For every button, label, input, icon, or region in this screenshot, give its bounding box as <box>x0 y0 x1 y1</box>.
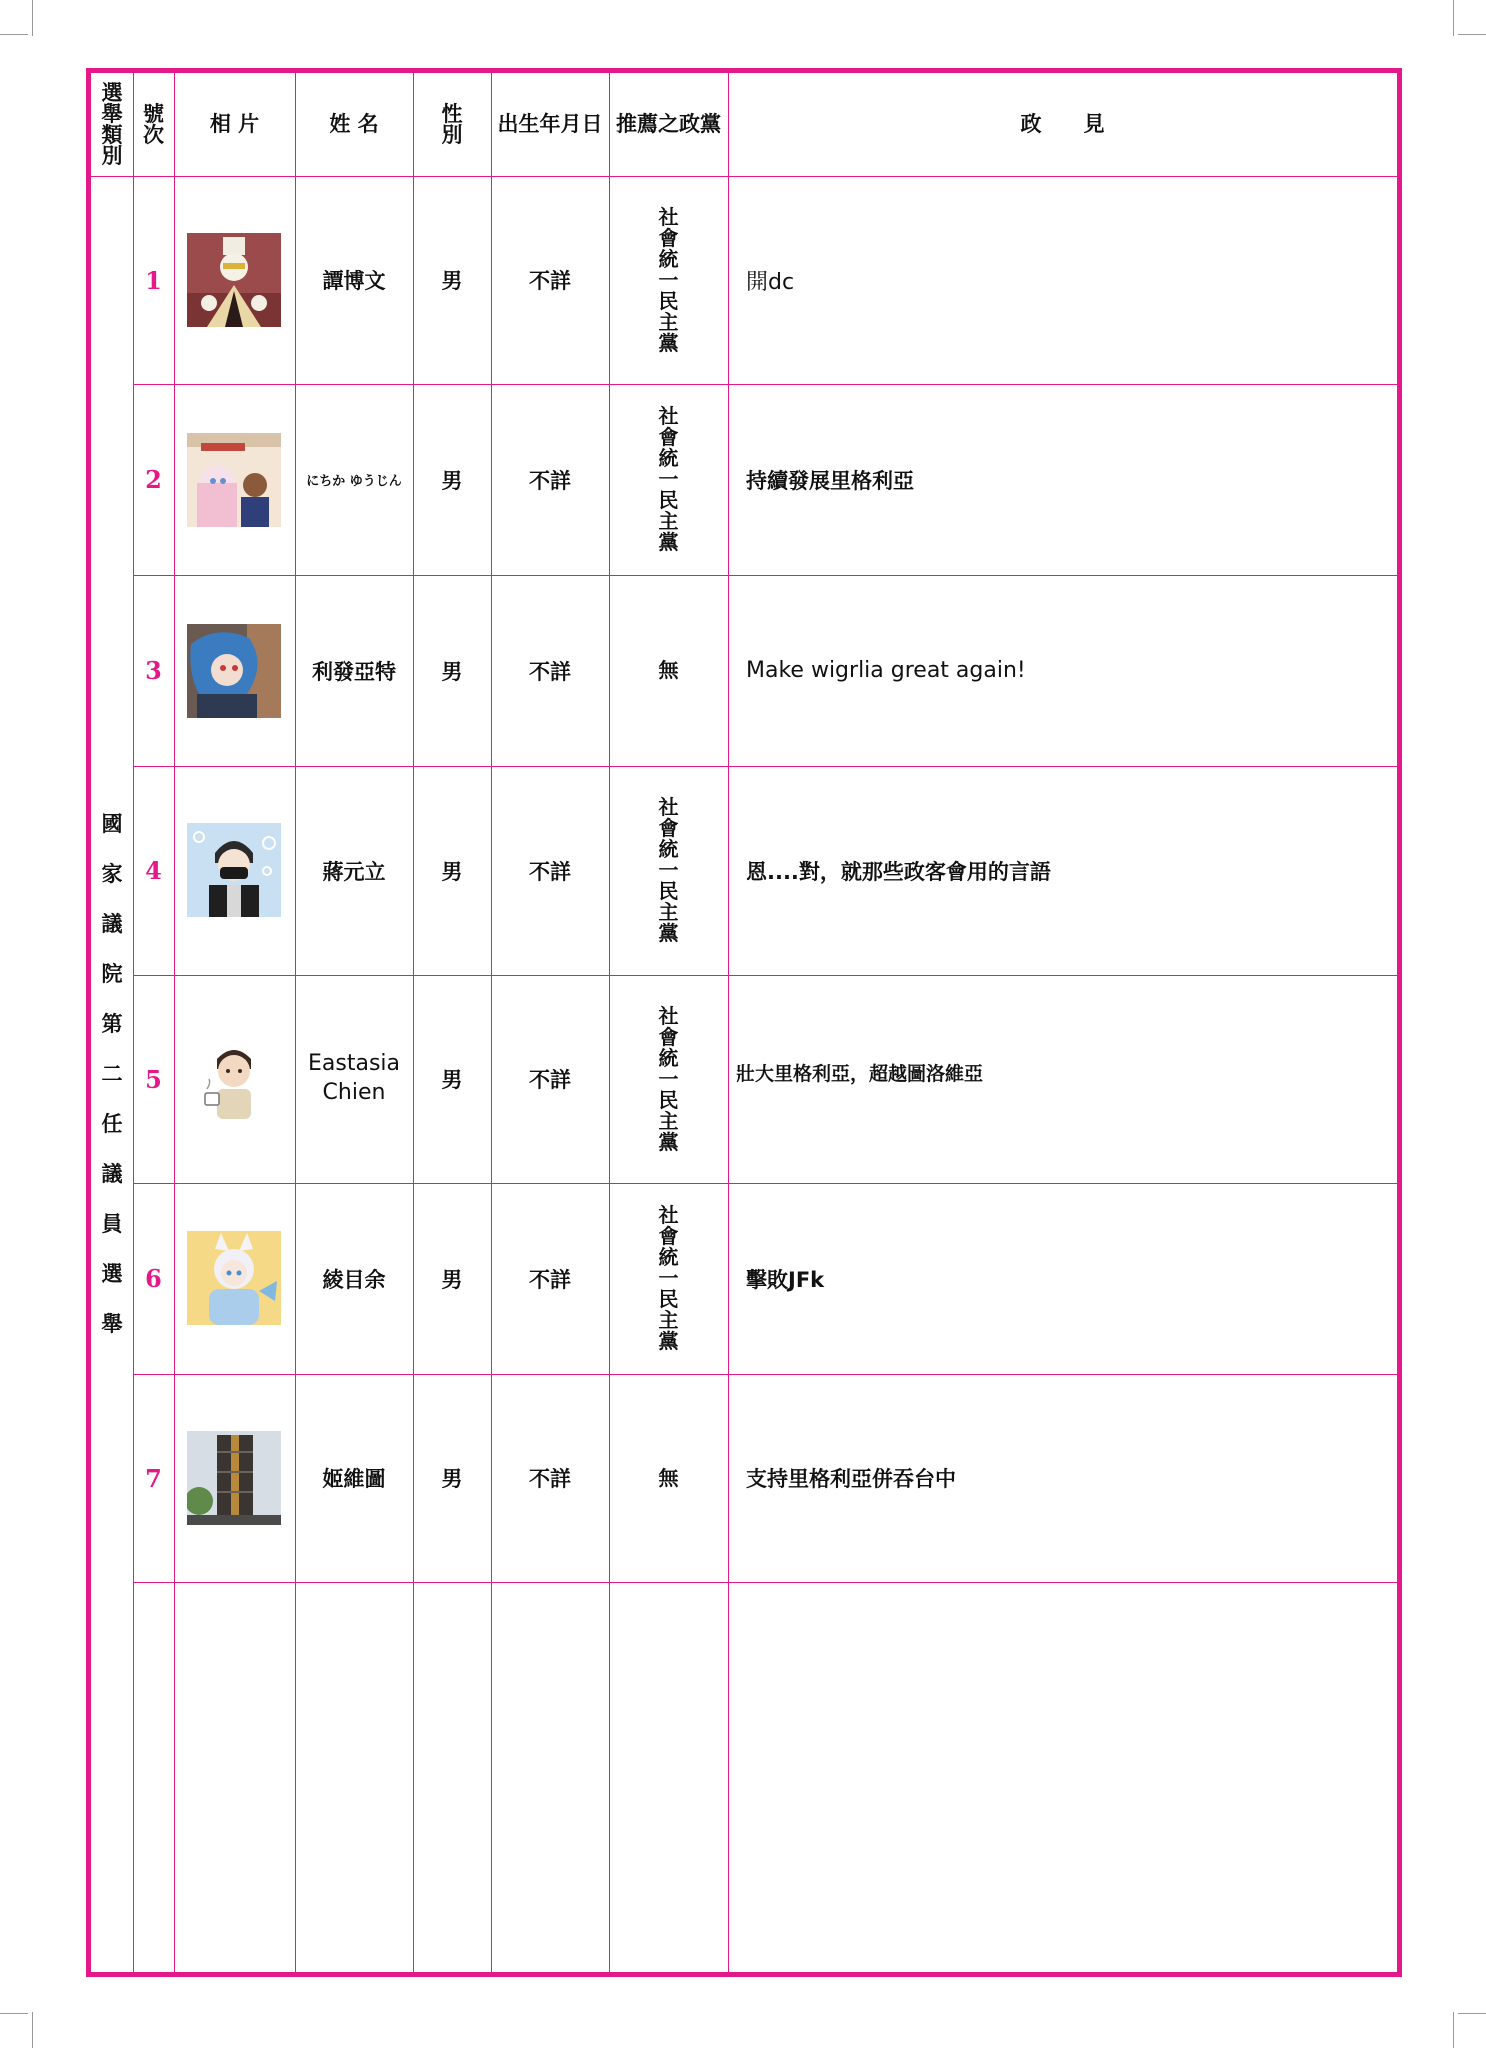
header-platform: 政 見 <box>1020 112 1105 136</box>
skyscraper-photo-icon <box>187 1431 281 1525</box>
military-officer-avatar-icon <box>187 233 281 327</box>
candidate-platform: 持續發展里格利亞 <box>746 468 914 493</box>
crop-mark <box>0 2013 28 2014</box>
candidate-platform: 恩....對，就那些政客會用的言語 <box>746 859 1051 884</box>
boy-with-coffee-avatar-icon <box>187 1031 281 1125</box>
candidate-birth: 不詳 <box>529 1267 571 1292</box>
candidate-party: 社 會 統 一 民 主 黨 <box>658 795 679 945</box>
white-hair-catgirl-avatar-icon <box>187 1231 281 1325</box>
candidate-party: 社 會 統 一 民 主 黨 <box>658 1203 679 1353</box>
candidate-platform: 開dc <box>746 269 795 295</box>
candidate-name: 綾目余 <box>322 1267 386 1292</box>
election-title: 國 家 議 院 第 二 任 議 員 選 舉 <box>101 812 123 1336</box>
candidate-number: 1 <box>145 265 162 295</box>
candidate-platform: 壯大里格利亞，超越圖洛維亞 <box>736 1062 984 1085</box>
column-rule <box>174 73 175 1972</box>
crop-mark <box>1453 2012 1454 2048</box>
crop-mark <box>1453 0 1454 36</box>
candidate-birth: 不詳 <box>529 1068 571 1092</box>
candidate-number: 6 <box>145 1264 162 1293</box>
anime-girl-with-man-avatar-icon <box>187 433 281 527</box>
candidate-number: 7 <box>145 1463 162 1493</box>
header-photo: 相 片 <box>209 112 260 136</box>
crop-mark <box>32 2012 33 2048</box>
candidate-birth: 不詳 <box>529 468 571 493</box>
masked-boy-avatar-icon <box>187 823 281 917</box>
header-party: 推薦之政黨 <box>616 112 721 136</box>
candidate-party: 社 會 統 一 民 主 黨 <box>658 404 679 554</box>
candidate-name: 姬維圖 <box>322 1467 386 1491</box>
candidate-number: 5 <box>145 1064 162 1094</box>
candidate-gender: 男 <box>441 468 463 493</box>
header-category: 選 舉 類 別 <box>101 80 123 168</box>
crop-mark <box>0 34 28 35</box>
candidate-number: 2 <box>145 465 162 494</box>
header-name: 姓 名 <box>329 112 379 136</box>
candidate-gender: 男 <box>441 659 463 684</box>
crop-mark <box>1458 2013 1486 2014</box>
candidate-gender: 男 <box>441 269 463 293</box>
candidate-name: Eastasia Chien <box>308 1051 401 1105</box>
header-birth: 出生年月日 <box>497 112 603 136</box>
candidate-party: 社 會 統 一 民 主 黨 <box>658 204 679 355</box>
candidate-gender: 男 <box>441 1267 463 1292</box>
candidate-number: 3 <box>145 656 162 685</box>
candidate-birth: 不詳 <box>529 659 571 684</box>
blue-hair-anime-avatar-icon <box>187 624 281 718</box>
crop-mark <box>1458 34 1486 35</box>
candidate-gender: 男 <box>441 1068 463 1092</box>
candidate-gender: 男 <box>441 1467 463 1491</box>
candidate-platform: Make wigrlia great again! <box>746 658 1026 683</box>
candidate-name: 利發亞特 <box>312 659 396 684</box>
candidate-number: 4 <box>145 856 162 885</box>
header-number: 號 次 <box>143 101 164 147</box>
candidate-birth: 不詳 <box>529 1467 571 1491</box>
candidate-table <box>86 68 1402 1977</box>
header-gender: 性 別 <box>441 101 463 147</box>
candidate-platform: 支持里格利亞併吞台中 <box>746 1467 956 1491</box>
crop-mark <box>32 0 33 36</box>
candidate-name: 蔣元立 <box>322 859 386 884</box>
candidate-birth: 不詳 <box>529 269 571 293</box>
candidate-party: 社 會 統 一 民 主 黨 <box>658 1003 679 1154</box>
candidate-platform: 擊敗JFk <box>746 1267 825 1292</box>
candidate-name: にちか ゆうじん <box>306 474 402 489</box>
candidate-party: 無 <box>658 658 679 682</box>
candidate-gender: 男 <box>441 859 463 884</box>
candidate-party: 無 <box>658 1465 679 1490</box>
candidate-name: 譚博文 <box>322 269 386 293</box>
row-rule <box>133 1582 1397 1583</box>
candidate-birth: 不詳 <box>529 859 571 884</box>
